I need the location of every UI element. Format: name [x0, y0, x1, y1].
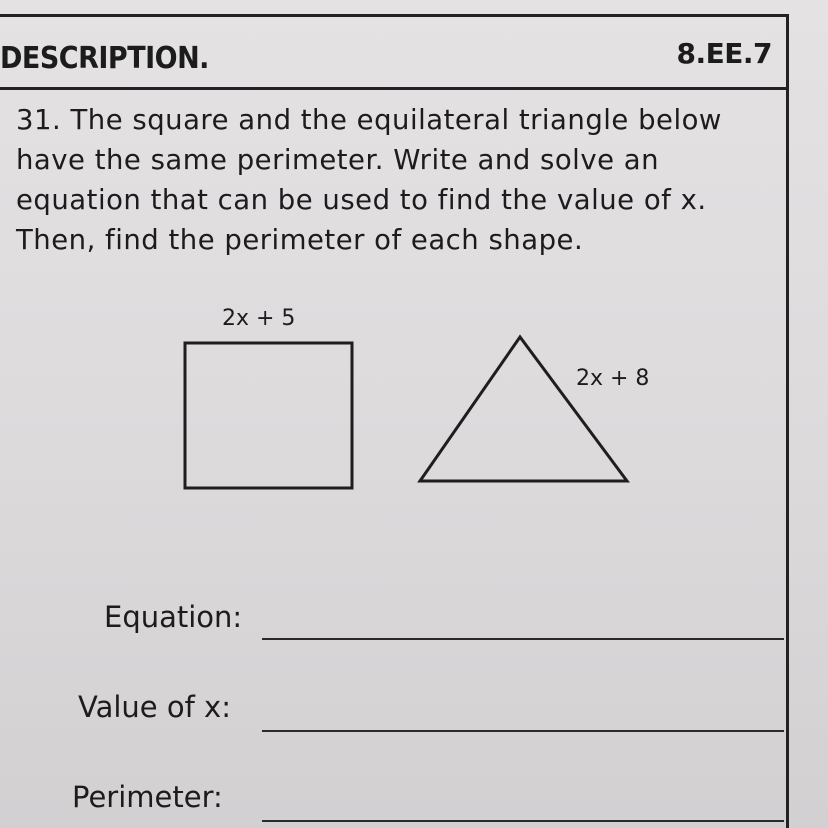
section-title: DESCRIPTION.	[0, 41, 209, 76]
equation-answer-line[interactable]	[262, 638, 784, 640]
value-of-x-label: Value of x:	[78, 690, 231, 724]
triangle-shape	[420, 337, 627, 481]
problem-statement: The square and the equilateral triangle below have the same perimeter. Write and solve an equation that can be used to find the value of x. Then, find the perimeter of each shape.	[16, 104, 722, 256]
perimeter-answer-line[interactable]	[262, 820, 784, 822]
standard-code: 8.EE.7	[676, 37, 772, 70]
square-side-label: 2x + 5	[222, 306, 296, 331]
perimeter-label: Perimeter:	[72, 780, 223, 814]
triangle-side-label: 2x + 8	[576, 366, 650, 391]
value-of-x-answer-line[interactable]	[262, 730, 784, 732]
equation-label: Equation:	[104, 600, 243, 634]
problem-number: 31.	[16, 104, 62, 136]
square-shape	[185, 343, 352, 488]
